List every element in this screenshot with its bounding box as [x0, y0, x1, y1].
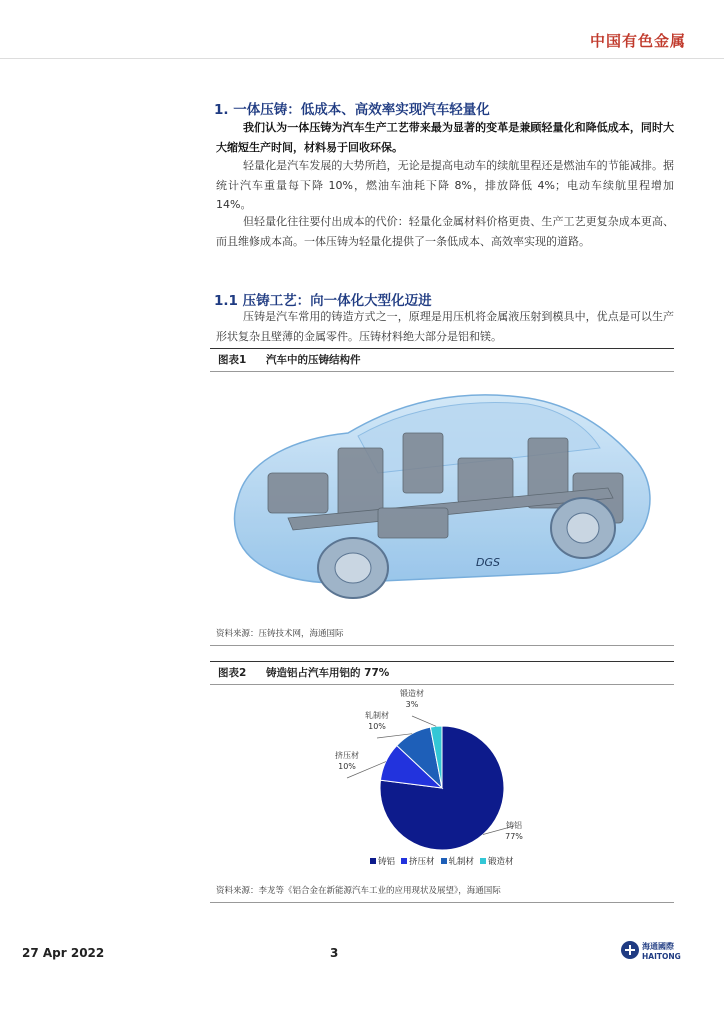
pie-label-name: 锻造材	[400, 689, 424, 698]
header-rule	[0, 58, 724, 59]
figure-caption-bar	[210, 348, 674, 372]
legend-item	[370, 857, 395, 867]
haitong-logo-icon	[620, 940, 640, 960]
legend-swatch	[370, 858, 376, 864]
legend-label: 挤压材	[409, 857, 435, 867]
section-heading: 1. 一体压铸：低成本、高效率实现汽车轻量化	[214, 102, 490, 118]
pie-label-name: 铸铝	[506, 821, 522, 830]
logo-english: HAITONG	[642, 952, 681, 961]
figure-caption-bar	[210, 661, 674, 685]
page-number: 3	[330, 946, 339, 960]
body-paragraph: 压铸是汽车常用的铸造方式之一，原理是用压机将金属液压射到模具中，优点是可以生产形状复杂且壁薄的金属零件。压铸材料绝大部分是铝和镁。	[216, 310, 674, 343]
legend-label: 铸铝	[378, 857, 396, 867]
pie-label-name: 轧制材	[365, 711, 389, 720]
logo-chinese: 海通國際	[642, 942, 674, 951]
figure-bottom-rule	[210, 902, 674, 903]
legend-label: 锻造材	[488, 857, 514, 867]
summary-paragraph: 我们认为一体压铸为汽车生产工艺带来最为显著的变革是兼顾轻量化和降低成本，同时大大缩短生产时间，材料易于回收环保。	[216, 121, 674, 154]
pie-label-value: 10%	[338, 762, 356, 771]
pie-label-name: 挤压材	[335, 751, 359, 760]
pie-leader-line	[412, 716, 436, 726]
body-paragraph: 但轻量化往往要付出成本的代价：轻量化金属材料价格更贵、生产工艺更复杂成本更高、而且维修成本高。一体压铸为轻量化提供了一条低成本、高效率实现的道路。	[216, 215, 674, 248]
subsection-heading: 1.1 压铸工艺：向一体化大型化迈进	[214, 293, 432, 309]
pie-label-value: 10%	[368, 722, 386, 731]
body-paragraph: 轻量化是汽车发展的大势所趋，无论是提高电动车的续航里程还是燃油车的节能减排。据统计汽车重量每下降 10%，燃油车油耗下降 8%，排放降低 4%；电动车续航里程增加 14%。	[216, 159, 674, 211]
figure-source: 资料来源：压铸技术网，海通国际	[216, 629, 344, 639]
car-logo-text: DGS	[476, 556, 500, 569]
legend-item	[480, 857, 514, 867]
legend-swatch	[480, 858, 486, 864]
pie-label-value: 3%	[405, 700, 419, 709]
car-die-cast-image	[228, 378, 658, 610]
legend-swatch	[441, 858, 447, 864]
figure-number: 图表1	[218, 354, 247, 366]
figure-source: 资料来源：李龙等《铝合金在新能源汽车工业的应用现状及展望》，海通国际	[216, 886, 501, 896]
legend-label: 轧制材	[448, 857, 475, 867]
figure-bottom-rule	[210, 645, 674, 646]
footer-date: 27 Apr 2022	[22, 946, 105, 960]
legend-item	[441, 857, 475, 867]
legend-item	[401, 857, 435, 867]
figure-title: 汽车中的压铸结构件	[266, 354, 361, 366]
legend-swatch	[401, 858, 407, 864]
chart-legend	[370, 855, 520, 867]
brand-title: 中国有色金属	[589, 32, 686, 50]
figure-title: 铸造铝占汽车用铝的 77%	[266, 667, 390, 679]
pie-label-value: 77%	[505, 832, 523, 841]
figure-number: 图表2	[218, 667, 247, 679]
